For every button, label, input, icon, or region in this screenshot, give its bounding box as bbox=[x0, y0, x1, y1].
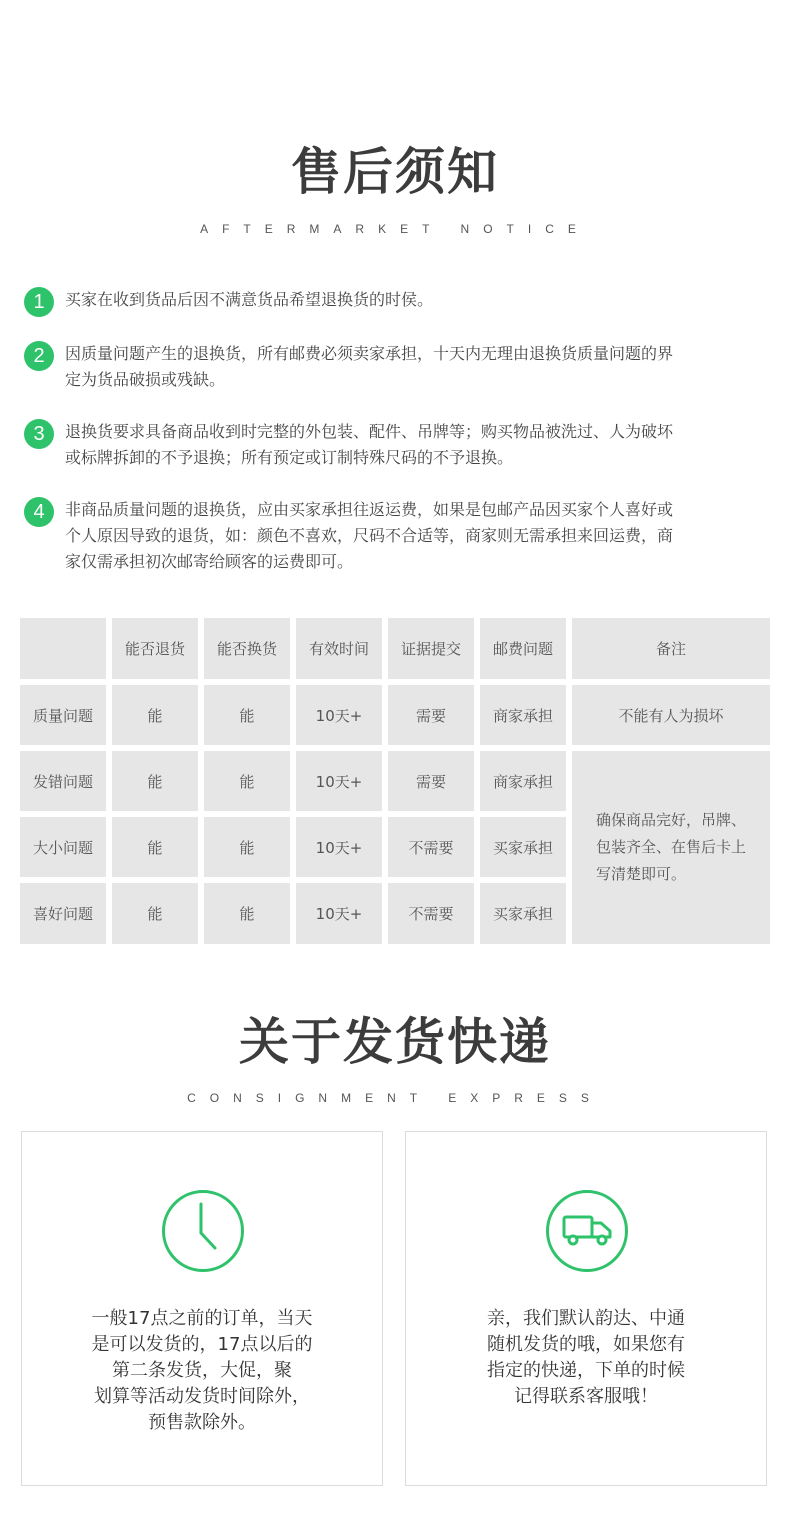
notice-line: 家仅需承担初次邮寄给顾客的运费即可。 bbox=[65, 552, 354, 571]
notice-text bbox=[65, 287, 769, 313]
note-line: 包装齐全、在售后卡上 bbox=[595, 838, 746, 856]
notice-line: 个人原因导致的退货，如：颜色不喜欢，尺码不合适等，商家则无需承担来回运费，商 bbox=[65, 526, 674, 545]
card-line: 预售款除外。 bbox=[148, 1412, 256, 1433]
table-cell: 商家承担 bbox=[480, 685, 566, 745]
card-line: 记得联系客服哦！ bbox=[514, 1386, 658, 1407]
table-cell: 能 bbox=[204, 751, 290, 811]
table-header-cell: 备注 bbox=[572, 618, 770, 679]
number-badge: 1 bbox=[24, 287, 54, 317]
notice-item bbox=[24, 287, 769, 313]
table-cell: 不需要 bbox=[388, 817, 474, 877]
table-cell: 需要 bbox=[388, 685, 474, 745]
table-header-cell: 有效时间 bbox=[296, 618, 382, 679]
table-cell: 需要 bbox=[388, 751, 474, 811]
aftersale-title: 售后须知 bbox=[291, 143, 499, 201]
notice-line: 非商品质量问题的退换货，应由买家承担往返运费，如果是包邮产品因买家个人喜好或 bbox=[65, 500, 674, 519]
shipping-card bbox=[21, 1131, 383, 1486]
card-text bbox=[42, 1306, 362, 1436]
number-badge: 3 bbox=[24, 419, 54, 449]
shipping-title: 关于发货快递 bbox=[239, 1013, 551, 1071]
table-cell: 大小问题 bbox=[20, 817, 106, 877]
card-line: 划算等活动发货时间除外， bbox=[94, 1386, 310, 1407]
table-header-cell bbox=[20, 618, 106, 679]
shipping-card bbox=[405, 1131, 767, 1486]
table-cell: 不需要 bbox=[388, 883, 474, 944]
card-line: 随机发货的哦，如果您有 bbox=[487, 1334, 685, 1355]
table-cell: 10天+ bbox=[296, 751, 382, 811]
table-cell: 10天+ bbox=[296, 817, 382, 877]
card-line: 一般17点之前的订单，当天 bbox=[91, 1308, 313, 1329]
note-line: 写清楚即可。 bbox=[595, 865, 686, 883]
table-cell: 10天+ bbox=[296, 685, 382, 745]
aftersale-subtitle: AFTERMARKET NOTICE bbox=[200, 222, 590, 236]
card-text bbox=[426, 1306, 746, 1410]
notice-line: 定为货品破损或残缺。 bbox=[65, 370, 226, 389]
table-cell: 喜好问题 bbox=[20, 883, 106, 944]
notice-line: 或标牌拆卸的不予退换；所有预定或订制特殊尺码的不予退换。 bbox=[65, 448, 514, 467]
card-line: 亲，我们默认韵达、中通 bbox=[487, 1308, 685, 1329]
card-line: 第二条发货，大促，聚 bbox=[112, 1360, 292, 1381]
notice-text bbox=[65, 419, 769, 471]
table-cell: 质量问题 bbox=[20, 685, 106, 745]
table-cell: 发错问题 bbox=[20, 751, 106, 811]
table-cell: 能 bbox=[204, 685, 290, 745]
notice-line: 退换货要求具备商品收到时完整的外包装、配件、吊牌等；购买物品被洗过、人为破坏 bbox=[65, 422, 674, 441]
table-header-cell: 能否退货 bbox=[112, 618, 198, 679]
notice-item bbox=[24, 419, 769, 471]
notice-text bbox=[65, 497, 769, 575]
truck-icon bbox=[545, 1189, 629, 1273]
notice-line: 因质量问题产生的退换货，所有邮费必须卖家承担，十天内无理由退换货质量问题的界 bbox=[65, 344, 674, 363]
note-line: 确保商品完好，吊牌、 bbox=[595, 811, 746, 829]
notice-item bbox=[24, 497, 769, 575]
table-cell: 能 bbox=[112, 817, 198, 877]
table-cell: 商家承担 bbox=[480, 751, 566, 811]
notice-item bbox=[24, 341, 769, 393]
table-cell: 能 bbox=[112, 751, 198, 811]
table-note-cell bbox=[572, 751, 770, 944]
card-line: 是可以发货的，17点以后的 bbox=[91, 1334, 313, 1355]
notice-line: 买家在收到货品后因不满意货品希望退换货的时侯。 bbox=[65, 290, 434, 309]
clock-icon bbox=[161, 1189, 245, 1273]
table-cell: 能 bbox=[204, 817, 290, 877]
table-header-cell: 邮费问题 bbox=[480, 618, 566, 679]
notice-text bbox=[65, 341, 769, 393]
number-badge: 2 bbox=[24, 341, 54, 371]
table-cell: 买家承担 bbox=[480, 817, 566, 877]
table-header-cell: 能否换货 bbox=[204, 618, 290, 679]
card-line: 指定的快递，下单的时候 bbox=[487, 1360, 685, 1381]
table-cell: 能 bbox=[112, 685, 198, 745]
shipping-subtitle: CONSIGNMENT EXPRESS bbox=[187, 1091, 603, 1105]
table-cell: 10天+ bbox=[296, 883, 382, 944]
table-note-cell: 不能有人为损坏 bbox=[572, 685, 770, 745]
table-cell: 能 bbox=[112, 883, 198, 944]
table-cell: 买家承担 bbox=[480, 883, 566, 944]
table-header-cell: 证据提交 bbox=[388, 618, 474, 679]
table-cell: 能 bbox=[204, 883, 290, 944]
number-badge: 4 bbox=[24, 497, 54, 527]
aftersale-table bbox=[20, 618, 770, 945]
